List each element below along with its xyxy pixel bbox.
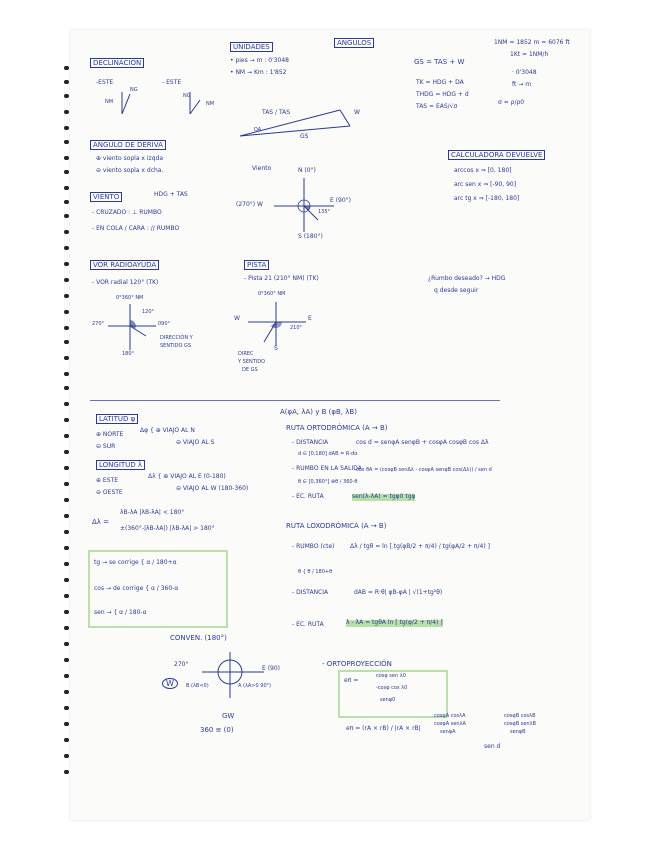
longitud-heading: LONGITUD λ — [96, 460, 145, 470]
sen-correction: sen → { α / 180-α — [94, 609, 147, 616]
ortop-c4: cosφB cosλB — [504, 713, 536, 719]
vor-120: 120° — [142, 309, 155, 315]
conv-90: E (90) — [262, 665, 281, 672]
sur-label: ⊖ SUR — [96, 443, 116, 450]
loxo-ec-formula: λ - λA = tgθA ln [ tg(φ/2 + π/4) ] — [346, 619, 443, 626]
ortop-m3: senφ0 — [380, 697, 396, 703]
conversion-1: 1NM = 1852 m = 6076 ft — [494, 39, 570, 46]
tk-equation: TK = HDG + DA — [416, 79, 464, 86]
da-label: DA — [254, 127, 262, 133]
wind-triangle — [230, 100, 370, 150]
units-line-2: • NM → Km : 1'852 — [230, 69, 287, 76]
ortop-cross: eπ = (rA × rB) / |rA × rB| — [346, 725, 421, 732]
ortop-heading: - ORTOPROYECCIÓN — [322, 660, 392, 668]
tas-equation: TAS = EAS/√σ — [416, 103, 458, 110]
ortop-c6: senφB — [510, 729, 526, 735]
deriva-heading: ANGULO DE DERIVA — [90, 140, 166, 150]
conv-360: 360 ≡ (0) — [200, 726, 234, 734]
w-vector-label: W — [354, 109, 360, 116]
pista-sent: Y SENTIDO — [238, 359, 266, 365]
orto-rumbo: - RUMBO EN LA SALIDA — [292, 465, 362, 472]
conv-gw: GW — [222, 712, 235, 720]
calc-line-1: arccos x ⇒ [0, 180] — [454, 167, 512, 174]
rose-west: (270°) W — [236, 201, 263, 208]
orto-heading: RUTA ORTODRÓMICA (A → B) — [286, 424, 388, 432]
conv-270: 270° — [174, 661, 189, 668]
calc-line-3: arc tg x ⇒ [-180, 180] — [454, 195, 520, 202]
loxo-rumbo: - RUMBO (cte) — [292, 543, 335, 550]
section-divider — [90, 400, 500, 401]
ng-label-2: NG — [183, 93, 191, 99]
angulos-heading: ANGULOS — [334, 38, 374, 48]
pista-210: 210° — [290, 325, 303, 331]
orto-ec-formula: sen(λ-λA) = tgφ0 tgφ — [352, 493, 416, 500]
ortop-c2: cosφA senλA — [434, 721, 466, 727]
loxo-dist-formula: dAB = R·θ| φB-φA | √(1+tg²θ) — [354, 589, 443, 596]
ortop-c3: senφA — [440, 729, 456, 735]
ortop-m1: cosφ sen λ0 — [376, 673, 406, 679]
conv-w: W — [162, 678, 178, 689]
vor-heading: VOR RADIOAYUDA — [90, 260, 159, 270]
hdg-note-1: ¿Rumbo deseado? → HDG — [428, 275, 506, 282]
deriva-line-2: ⊖ viento sopla x dcha. — [96, 167, 164, 174]
ortop-m2: -cosφ cos λ0 — [376, 685, 408, 691]
unidades-heading: UNIDADES — [230, 42, 273, 52]
dphi-line-1: Δφ { ⊕ VIAJO AL N — [140, 427, 195, 434]
hdg-tas-label: HDG + TAS — [154, 191, 188, 198]
vor-270: 270° — [92, 321, 105, 327]
loxo-rumbo-formula: Δλ / tgθ = ln [ tg(φB/2 + π/4) / tg(φA/2 + π/4) ] — [350, 543, 490, 550]
pista-gs: DE GS — [242, 367, 258, 373]
pista-w: W — [234, 315, 240, 322]
calc-line-2: arc sen x ⇒ [-90, 90] — [454, 181, 517, 188]
norte-label: ⊕ NORTE — [96, 431, 124, 438]
vor-180: 180° — [122, 351, 135, 357]
este-label-2: - ESTE — [162, 79, 182, 86]
dphi-line-2: ⊖ VIAJO AL S — [176, 439, 215, 446]
calc-heading: CALCULADORA DEVUELVE — [448, 150, 545, 160]
vor-sent: SENTIDO GS — [160, 343, 192, 349]
ortop-sen: sen d — [484, 743, 501, 750]
viento-heading: VIENTO — [90, 192, 122, 202]
pista-diagram — [244, 300, 314, 350]
cos-correction: cos → de corrige { α / 360-α — [94, 585, 179, 592]
cruzado-line: - CRUZADO : ⊥ RUMBO — [92, 209, 162, 216]
dlambda-line-2: ⊖ VIAJO AL W (180-360) — [176, 485, 249, 492]
loxo-dist: - DISTANCIA — [292, 589, 329, 596]
pista-zero: 0°360° NM — [258, 291, 286, 297]
pista-dir: DIREC — [238, 351, 254, 357]
dlambda-line-1: Δλ { ⊕ VIAJO AL E (0-180) — [148, 473, 226, 480]
vor-diagram — [104, 302, 164, 352]
hdg-note-2: q desde seguir — [434, 287, 479, 294]
vor-zero: 0°360° NM — [116, 295, 144, 301]
ortop-c5: cosφB senλB — [504, 721, 536, 727]
orto-dist-range: d ∈ [0,180] dAB = R·dα — [298, 451, 358, 457]
dlambda-case-2: ±(360°-|λB-λA|) |λB-λA| > 180° — [120, 525, 215, 532]
declination-vectors — [100, 88, 230, 128]
orto-rumbo-range: θ ∈ [0,360°] ⊕θ / 360-θ — [298, 479, 358, 485]
units-line-1: • pies → m : 0'3048 — [230, 57, 289, 64]
pista-line: - Pista 21 (210° NM) (TK) — [244, 275, 319, 282]
tg-correction: tg → se corrige { α / 180+α — [94, 559, 177, 566]
tas-vector-label: TAS / TAS — [262, 109, 291, 116]
este-label: ⊕ ESTE — [96, 477, 118, 484]
conversion-2: 1Kt = 1NM/h — [510, 51, 549, 58]
gs-equation: GS = TAS + W — [414, 58, 465, 66]
deriva-line-1: ⊕ viento sopla x izqda — [96, 155, 164, 162]
orto-ec: - EC. RUTA — [292, 493, 324, 500]
declinacion-heading: DECLINACION — [90, 58, 144, 68]
vor-dir: DIRECCIÓN Y — [160, 335, 193, 341]
thdg-equation: THDG = HDG + d — [416, 91, 469, 98]
conversion-4: ft → m — [512, 81, 532, 88]
gs-vector-label: GS — [300, 133, 309, 140]
cola-line: - EN COLA / CARA : // RUMBO — [92, 225, 180, 232]
oeste-label: ⊖ OESTE — [96, 489, 123, 496]
longitude-convention-diagram — [190, 648, 270, 708]
convenio-label: CONVEN. (180°) — [170, 634, 227, 642]
rose-135: 135° — [318, 209, 331, 215]
loxo-theta: θ { θ / 180+θ — [298, 569, 333, 575]
conv-b: B (λB<0) — [186, 683, 209, 689]
ortop-c1: cosφA cosλA — [434, 713, 466, 719]
este-label-1: -ESTE — [96, 79, 114, 86]
pista-s: S — [274, 345, 278, 352]
orto-dist: - DISTANCIA — [292, 439, 329, 446]
viento-label: Viento — [252, 165, 272, 172]
latitud-heading: LATITUD φ — [96, 414, 138, 424]
nm-label-2: NM — [206, 101, 215, 107]
nm-label-1: NM — [105, 99, 114, 105]
vor-090: 090° — [158, 321, 171, 327]
rose-east: E (90°) — [330, 197, 352, 204]
pista-heading: PISTA — [244, 260, 269, 270]
ng-label-1: NG — [130, 87, 138, 93]
dlambda-case-1: λB-λA |λB-λA| < 180° — [120, 509, 185, 516]
conversion-3: · 0'3048 — [512, 69, 537, 76]
rose-north: N (0°) — [298, 167, 316, 174]
conv-a: A (λA>0 90°) — [238, 683, 272, 689]
ortop-en: eπ = — [344, 677, 359, 684]
points-ab: A(φA, λA) y B (φB, λB) — [280, 408, 357, 416]
sigma-equation: σ = ρ/ρ0 — [498, 99, 525, 106]
vor-radial: - VOR radial 120° (TK) — [92, 279, 159, 286]
wind-rose — [270, 176, 340, 236]
rose-south: S (180°) — [298, 233, 323, 240]
orto-rumbo-formula: cos θA = (cosφB senΔλ - cosφA senφB cos(Δλ)) / sen d — [356, 467, 492, 473]
loxo-heading: RUTA LOXODRÓMICA (A → B) — [286, 522, 387, 530]
dlambda-label: Δλ = — [92, 518, 110, 526]
loxo-ec: - EC. RUTA — [292, 621, 324, 628]
orto-dist-formula: cos d = senφA senφB + cosφA cosφB cos Δλ — [356, 439, 489, 446]
pista-e: E — [308, 315, 312, 322]
